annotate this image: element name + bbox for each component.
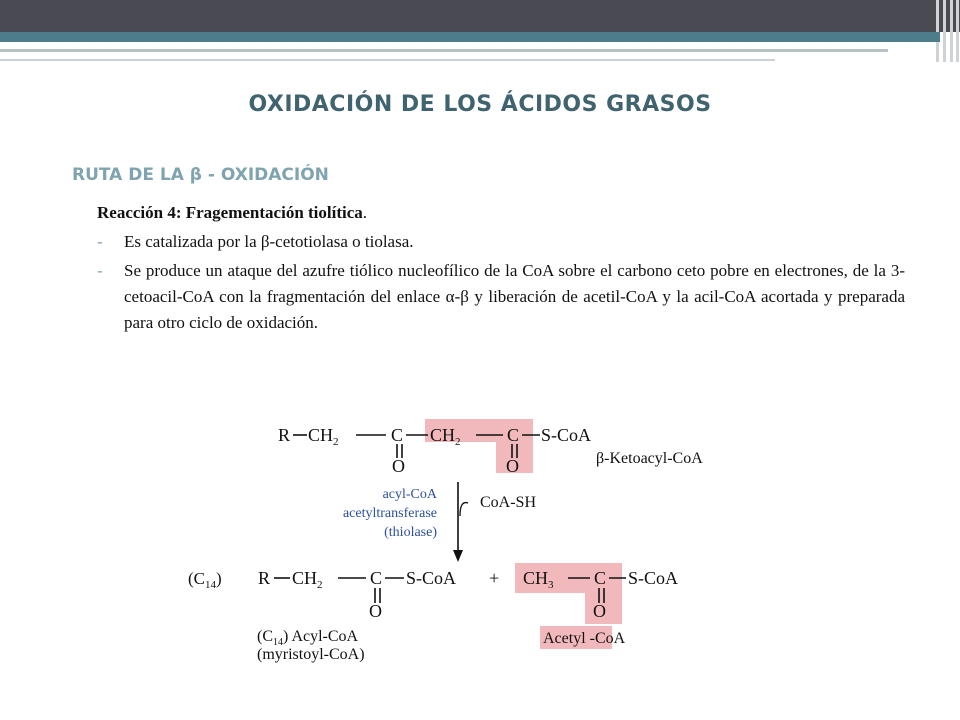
product2-name: Acetyl -CoA	[543, 630, 626, 647]
bullet-item: - Es catalizada por la β-cetotiolasa o tiolasa.	[97, 232, 414, 251]
product1-o: O	[369, 601, 382, 621]
slide-subtitle: RUTA DE LA β - OXIDACIÓN	[72, 165, 329, 185]
product2-ch3: $CH_3$	[523, 568, 554, 591]
product1-common-name: (myristoyl-CoA)	[257, 646, 365, 663]
substrate-c2: C	[507, 425, 520, 445]
substrate-c1: C	[391, 425, 404, 445]
product1-r: R	[258, 568, 271, 588]
product1-scoa: S-CoA	[406, 568, 457, 588]
product2-c: C	[594, 568, 607, 588]
substrate-r: R	[278, 425, 291, 445]
cosubstrate-label: CoA-SH	[480, 494, 537, 511]
product1-prefix: $(C_{14})$	[188, 569, 222, 591]
product1-name: $(C_{14})$ Acyl-CoA	[257, 628, 359, 648]
product1-c: C	[370, 568, 383, 588]
substrate-scoa: S-CoA	[541, 425, 592, 445]
enzyme-label: acetyltransferase	[342, 506, 437, 521]
slide-title: OXIDACIÓN DE LOS ÁCIDOS GRASOS	[248, 92, 712, 117]
product2-scoa: S-CoA	[628, 568, 679, 588]
enzyme-label: (thiolase)	[384, 525, 437, 540]
reaction-heading: Reacción 4: Fragementación tiolítica.	[97, 203, 368, 222]
enzyme-label: acyl-CoA	[382, 487, 437, 502]
substrate-ch2b: $CH_2$	[430, 425, 461, 448]
substrate-ch2a: $CH_2$	[308, 425, 339, 448]
plus-sign: +	[489, 568, 500, 588]
substrate-o2: O	[506, 456, 519, 476]
bullet-item: - Se produce un ataque del azufre tiólico nucleofílico de la CoA sobre el carbono ceto pobre en electrones, de la 3-cetoacil-CoA con la fragmentación del enlace α-β y liberación de acetil-CoA y la acil-CoA acortada y preparada para otro ciclo de oxidación.	[97, 261, 905, 332]
substrate-name: β-Ketoacyl-CoA	[596, 450, 703, 467]
product1-ch2: $CH_2$	[292, 568, 323, 591]
substrate-o1: O	[392, 456, 405, 476]
product2-o: O	[593, 601, 606, 621]
